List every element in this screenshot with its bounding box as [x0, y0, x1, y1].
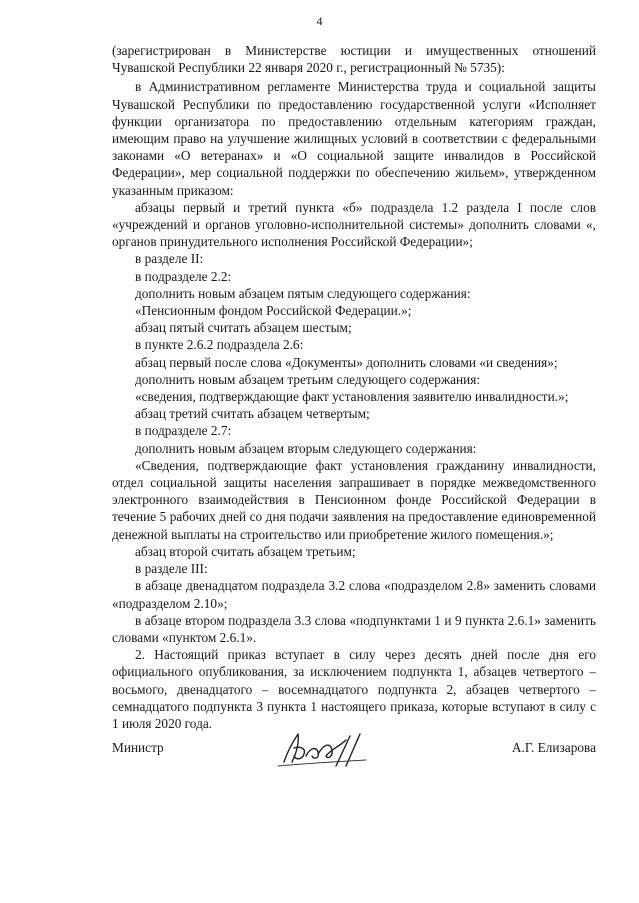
paragraph: в пункте 2.6.2 подраздела 2.6: [135, 337, 304, 353]
paragraph: в подразделе 2.2: [135, 268, 232, 284]
signature-block [112, 738, 596, 778]
paragraph: «Сведения, подтверждающие факт установления гражданину инвалидности, отдел социальной защиты населения запрашивает в порядке межведомственного электронного взаимодействия в Пенсионном фонде Российской Федерации в течение 5 рабочих дней со дня подачи заявления на предоставление единовременной денежной выплаты на строительство или приобретение жилого помещения.»; [112, 457, 596, 542]
order-text [112, 42, 596, 732]
paragraph: в разделе II: [135, 251, 204, 267]
paragraph: дополнить новым абзацем пятым следующего содержания: [135, 285, 471, 301]
paragraph: в абзаце втором подраздела 3.3 слова «подпунктами 1 и 9 пункта 2.6.1» заменить словами «пунктом 2.6.1». [112, 612, 596, 645]
paragraph: «сведения, подтверждающие факт установления заявителю инвалидности.»; [135, 389, 569, 405]
paragraph: дополнить новым абзацем вторым следующего содержания: [135, 440, 477, 456]
paragraph: в подразделе 2.7: [135, 423, 232, 439]
paragraph: 2. Настоящий приказ вступает в силу через десять дней после дня его официального опубликования, за исключением подпункта 1, абзацев четвертого – восьмого, двенадцатого – восемнадцатого подпункта 2, абзацев четвертого – семнадцатого подпункта 3 пункта 1 настоящего приказа, которые вступают в силу с 1 июля 2020 года. [112, 647, 596, 731]
handwritten-signature [270, 726, 380, 772]
paragraph: «Пенсионным фондом Российской Федерации.»; [135, 303, 412, 319]
paragraph: абзац второй считать абзацем третьим; [135, 543, 356, 559]
paragraph: дополнить новым абзацем третьим следующего содержания: [135, 371, 481, 387]
paragraph: абзац первый после слова «Документы» дополнить словами «и сведения»; [135, 354, 558, 370]
page-number: 4 [316, 14, 323, 28]
paragraph: в абзаце двенадцатом подраздела 3.2 слова «подразделом 2.8» заменить словами «подразделом 2.10»; [112, 578, 596, 611]
paragraph: (зарегистрирован в Министерстве юстиции и имущественных отношений Чувашской Республики 22 января 2020 г., регистрационный № 5735): [112, 43, 596, 76]
paragraph: в разделе III: [135, 561, 208, 577]
paragraph: абзац пятый считать абзацем шестым; [135, 320, 352, 336]
paragraph: в Административном регламенте Министерства труда и социальной защиты Чувашской Республики по предоставлению государственной услуги «Исполняет функции организатора по предоставлению отдельным категориям граждан, имеющим право на улучшение жилищных условий в соответствии с федеральными законами «О ветеранах» и «О социальной защите инвалидов в Российской Федерации», мер социальной поддержки по обеспечению жильем», утвержденном указанным приказом: [112, 79, 596, 198]
signatory-title: Министр [112, 740, 164, 755]
paragraph: абзац третий считать абзацем четвертым; [135, 406, 370, 422]
signatory-name: А.Г. Елизарова [511, 740, 596, 755]
paragraph: абзацы первый и третий пункта «б» подраздела 1.2 раздела I после слов «учреждений и органов уголовно-исполнительной системы» дополнить словами «, органов принудительного исполнения Российской Федерации»; [112, 199, 596, 250]
